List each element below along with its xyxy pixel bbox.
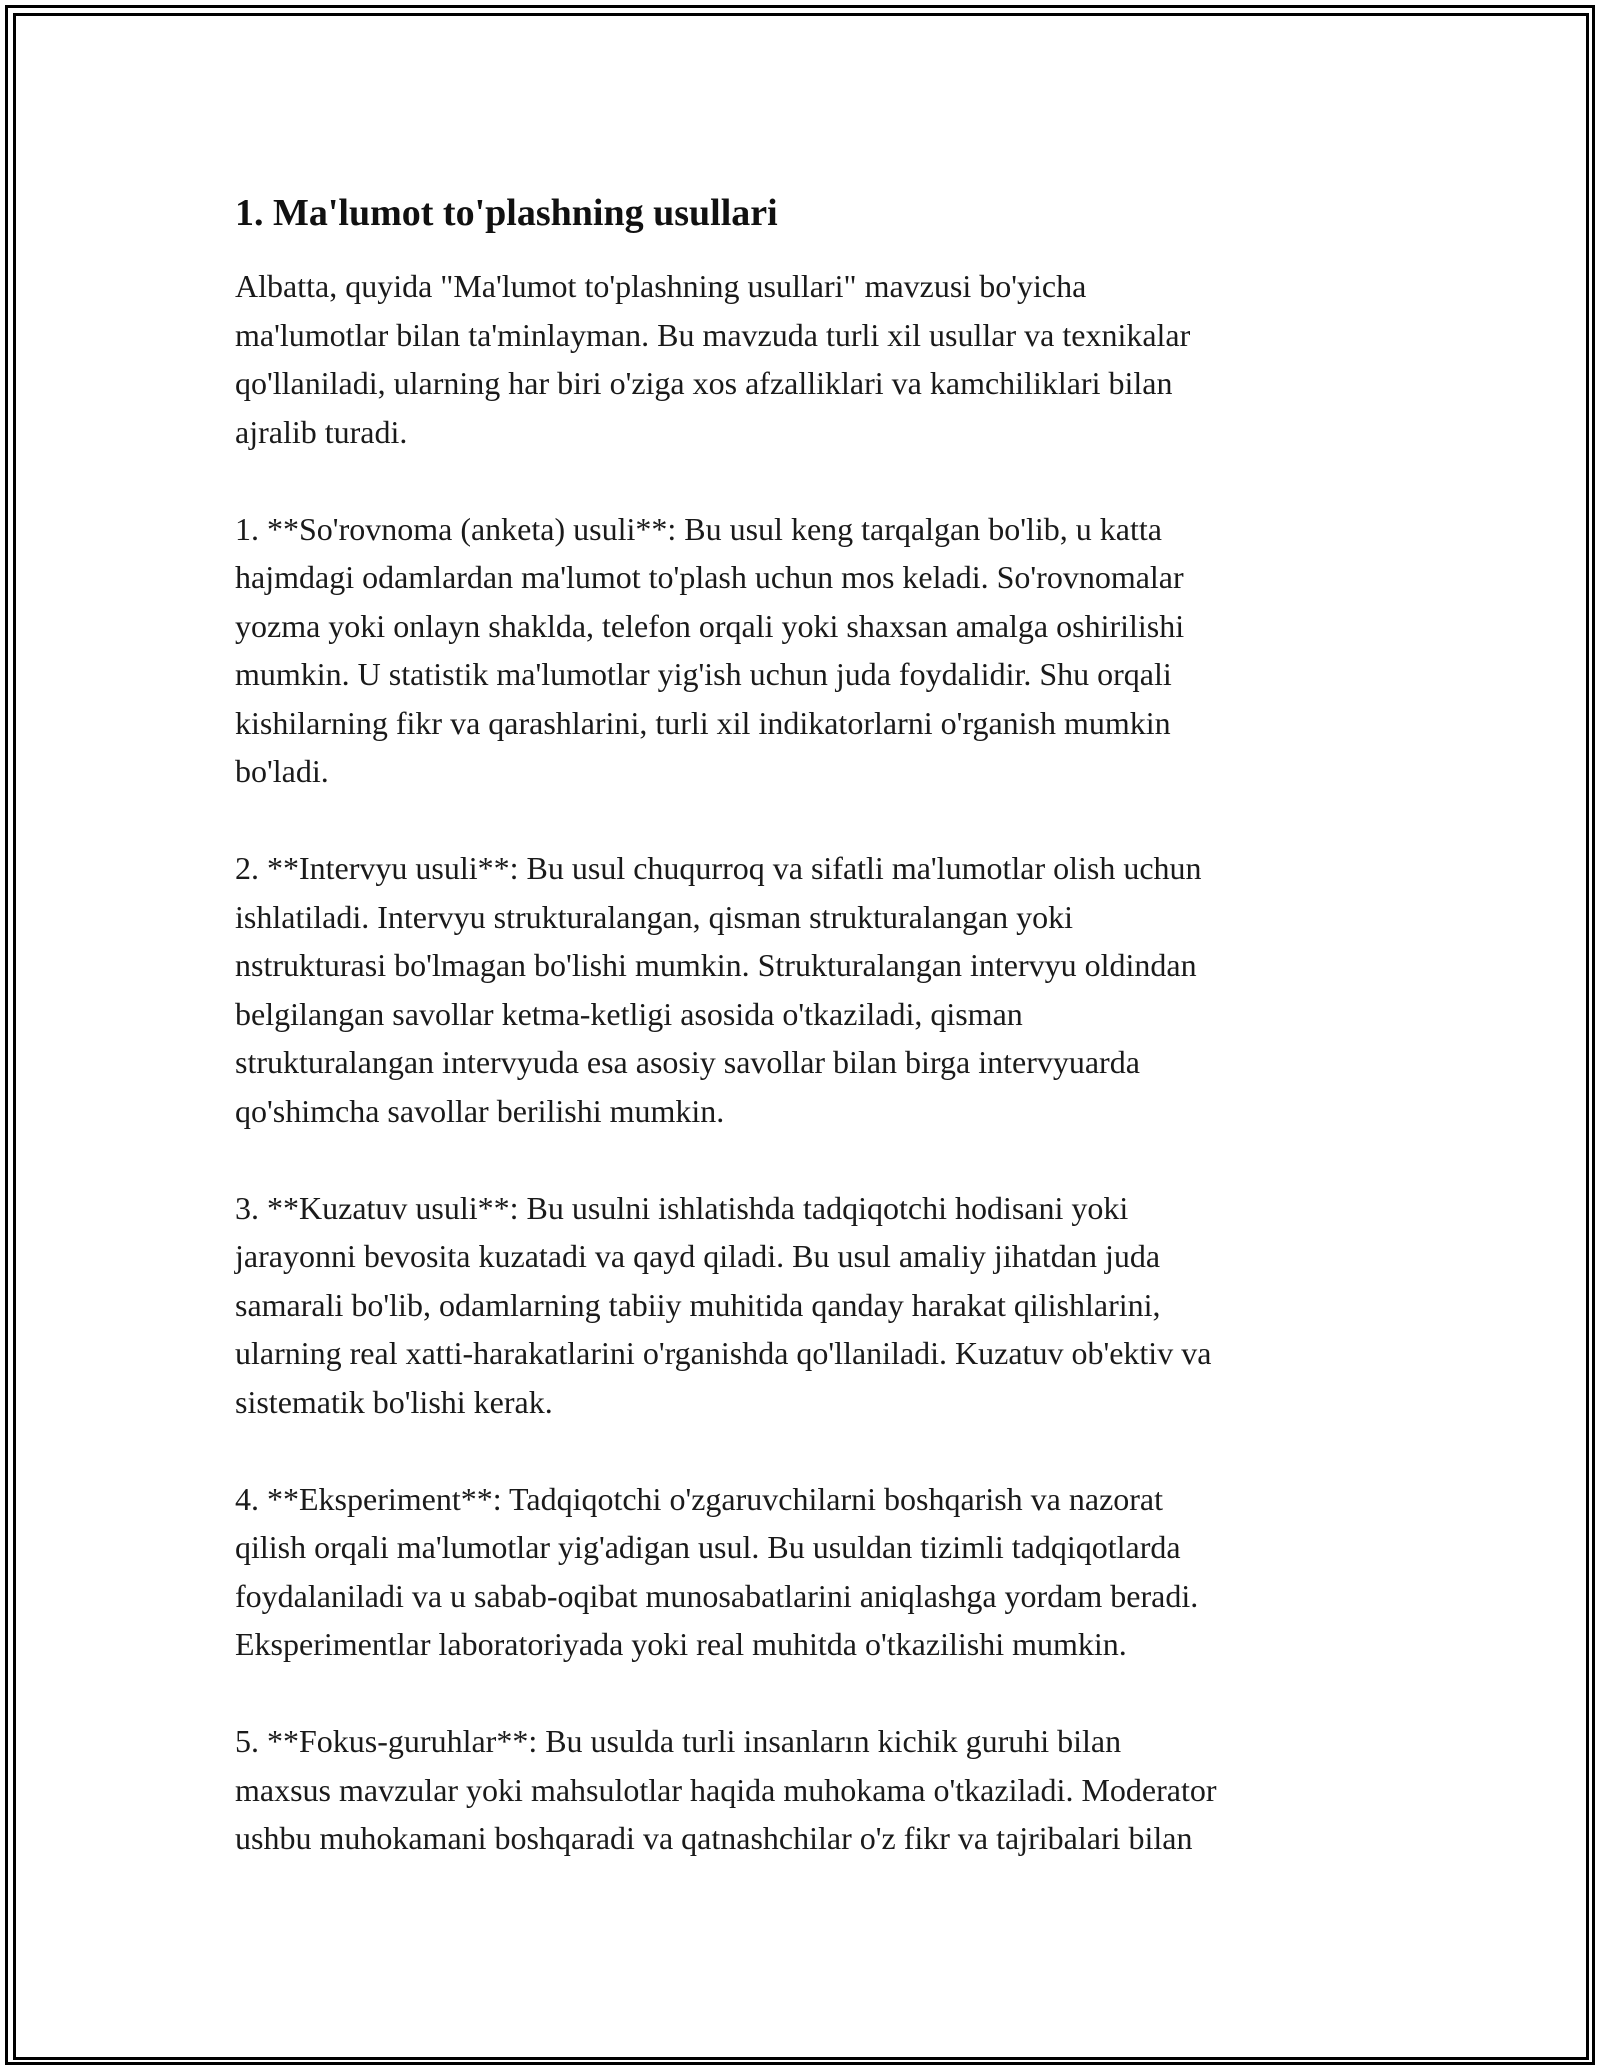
method-interview-paragraph: 2. **Intervyu usuli**: Bu usul chuqurroq va sifatli ma'lumotlar olish uchun ishlatiladi. Intervyu strukturalangan, qisman strukturalangan yoki nstrukturasi bo'lmagan bo'lishi mumkin. Strukturalangan intervyu oldindan belgilangan savollar ketma-ketligi asosida o'tkaziladi, qisman strukturalangan intervyuda esa asosiy savollar bilan birga intervyuarda qo'shimcha savollar berilishi mumkin.: [235, 850, 1202, 1129]
method-observation-paragraph: 3. **Kuzatuv usuli**: Bu usulni ishlatishda tadqiqotchi hodisani yoki jarayonni bevosita kuzatadi va qayd qiladi. Bu usul amaliy jihatdan juda samarali bo'lib, odamlarning tabiiy muhitida qanday harakat qilishlarini, ularning real xatti-harakatlarini o'rganishda qo'llaniladi. Kuzatuv ob'ektiv va sistematik bo'lishi kerak.: [235, 1189, 1212, 1420]
method-focus-group-paragraph: 5. **Fokus-guruhlar**: Bu usulda turli insanların kichik guruhi bilan maxsus mavzular yoki mahsulotlar haqida muhokama o'tkaziladi. Moderator ushbu muhokamani boshqaradi va qatnashchilar o'z fikr va tajribalari bilan: [235, 1723, 1217, 1856]
document-body: [235, 190, 1385, 1911]
section-heading: 1. Ma'lumot to'plashning usullari: [235, 192, 778, 234]
method-survey-paragraph: 1. **So'rovnoma (anketa) usuli**: Bu usul keng tarqalgan bo'lib, u katta hajmdagi odamlardan ma'lumot to'plash uchun mos keladi. So'rovnomalar yozma yoki onlayn shaklda, telefon orqali yoki shaxsan amalga oshirilishi mumkin. U statistik ma'lumotlar yig'ish uchun juda foydalidir. Shu orqali kishilarning fikr va qarashlarini, turli xil indikatorlarni o'rganish mumkin bo'ladi.: [235, 510, 1185, 789]
method-experiment-paragraph: 4. **Eksperiment**: Tadqiqotchi o'zgaruvchilarni boshqarish va nazorat qilish orqali ma'lumotlar yig'adigan usul. Bu usuldan tizimli tadqiqotlarda foydalaniladi va u sabab-oqibat munosabatlarini aniqlashga yordam beradi. Eksperimentlar laboratoriyada yoki real muhitda o'tkazilishi mumkin.: [235, 1480, 1199, 1662]
intro-paragraph: Albatta, quyida "Ma'lumot to'plashning usullari" mavzusi bo'yicha ma'lumotlar bilan ta'minlayman. Bu mavzuda turli xil usullar va texnikalar qo'llaniladi, ularning har biri o'ziga xos afzalliklari va kamchiliklari bilan ajralib turadi.: [235, 268, 1191, 450]
